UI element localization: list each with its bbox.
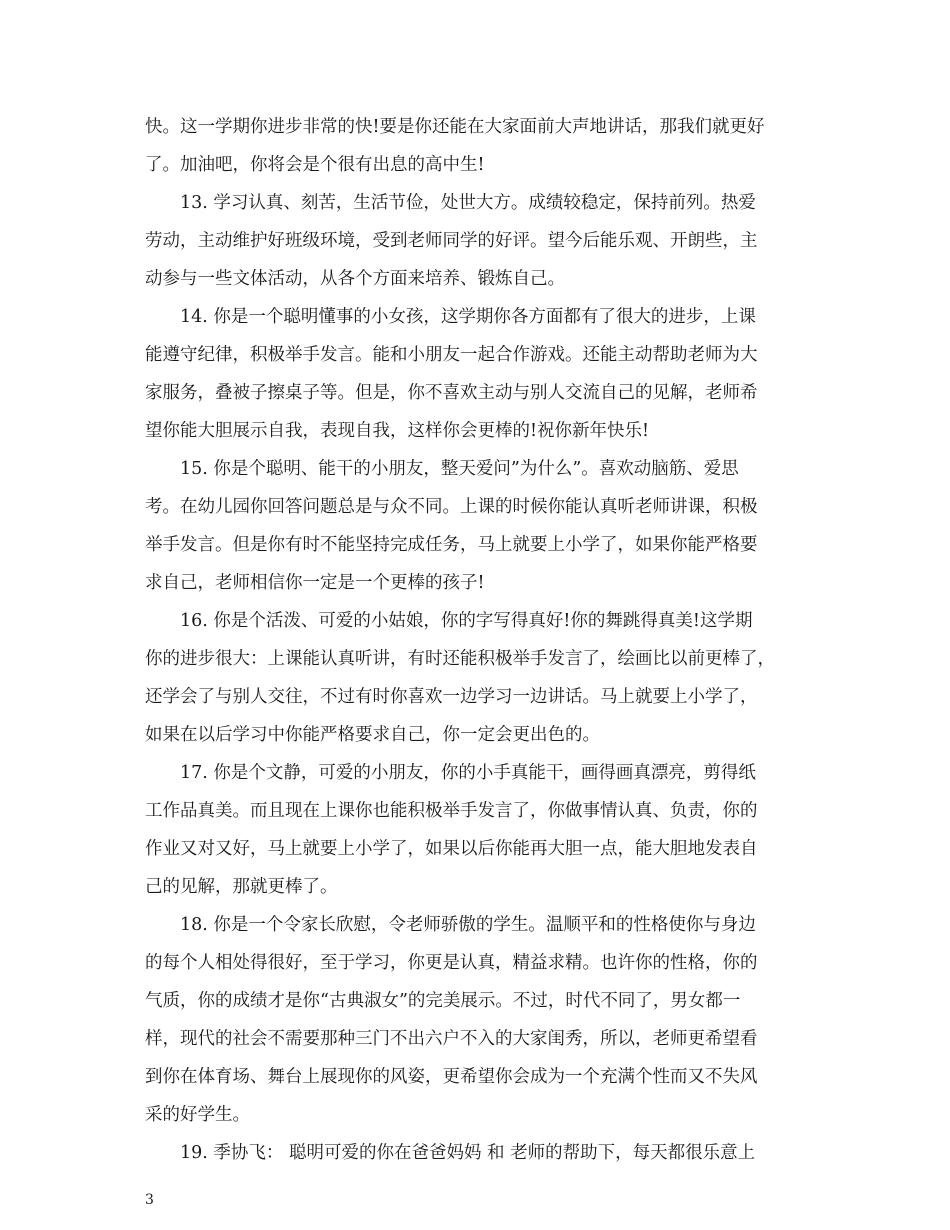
page-number: 3 [145,1192,154,1208]
text-line: 举手发言。但是你有时不能坚持完成任务，马上就要上小学了，如果你能严格要 [145,535,758,555]
text-line: 快。这一学期你进步非常的快!要是你还能在大家面前大声地讲话，那我们就更好 [145,117,765,137]
paragraph-start-line: 14. 你是一个聪明懂事的小女孩，这学期你各方面都有了很大的进步，上课 [180,307,756,327]
text-line: 了。加油吧，你将会是个很有出息的高中生! [145,155,485,175]
paragraph-start-line: 19. 季协飞： 聪明可爱的你在爸爸妈妈 和 老师的帮助下，每天都很乐意上 [180,1143,756,1163]
text-line: 采的好学生。 [145,1105,250,1125]
paragraph-start-line: 16. 你是个活泼、可爱的小姑娘，你的字写得真好!你的舞跳得真美!这学期 [180,611,753,631]
text-line: 作业又对又好，马上就要上小学了，如果以后你能再大胆一点，能大胆地发表自 [145,839,758,859]
text-line: 还学会了与别人交往，不过有时你喜欢一边学习一边讲话。马上就要上小学了， [145,687,758,707]
text-line: 样，现代的社会不需要那种三门不出六户不入的大家闺秀，所以，老师更希望看 [145,1029,758,1049]
text-line: 家服务，叠被子擦桌子等。但是，你不喜欢主动与别人交流自己的见解，老师希 [145,383,758,403]
text-line: 求自己，老师相信你一定是一个更棒的孩子! [145,573,485,593]
text-line: 工作品真美。而且现在上课你也能积极举手发言了，你做事情认真、负责，你的 [145,801,758,821]
text-line: 能遵守纪律，积极举手发言。能和小朋友一起合作游戏。还能主动帮助老师为大 [145,345,758,365]
paragraph-start-line: 13. 学习认真、刻苦，生活节俭，处世大方。成绩较稳定，保持前列。热爱 [180,193,756,213]
text-line: 气质，你的成绩才是你“古典淑女”的完美展示。不过，时代不同了，男女都一 [145,991,741,1011]
text-line: 己的见解，那就更棒了。 [145,877,338,897]
text-line: 如果在以后学习中你能严格要求自己，你一定会更出色的。 [145,725,600,745]
paragraph-start-line: 15. 你是个聪明、能干的小朋友，整天爱问”为什么”。喜欢动脑筋、爱思 [180,459,739,479]
text-line: 动参与一些文体活动，从各个方面来培养、锻炼自己。 [145,269,565,289]
text-line: 劳动，主动维护好班级环境，受到老师同学的好评。望今后能乐观、开朗些，主 [145,231,758,251]
paragraph-start-line: 18. 你是一个令家长欣慰，令老师骄傲的学生。温顺平和的性格使你与身边 [180,915,756,935]
text-line: 望你能大胆展示自我，表现自我，这样你会更棒的!祝你新年快乐! [145,421,650,441]
text-line: 考。在幼儿园你回答问题总是与众不同。上课的时候你能认真听老师讲课，积极 [145,497,758,517]
paragraph-start-line: 17. 你是个文静，可爱的小朋友，你的小手真能干，画得画真漂亮，剪得纸 [180,763,756,783]
text-line: 的每个人相处得很好，至于学习，你更是认真，精益求精。也许你的性格，你的 [145,953,758,973]
text-line: 到你在体育场、舞台上展现你的风姿，更希望你会成为一个充满个性而又不失风 [145,1067,758,1087]
text-line: 你的进步很大：上课能认真听讲，有时还能积极举手发言了，绘画比以前更棒了， [145,649,775,669]
